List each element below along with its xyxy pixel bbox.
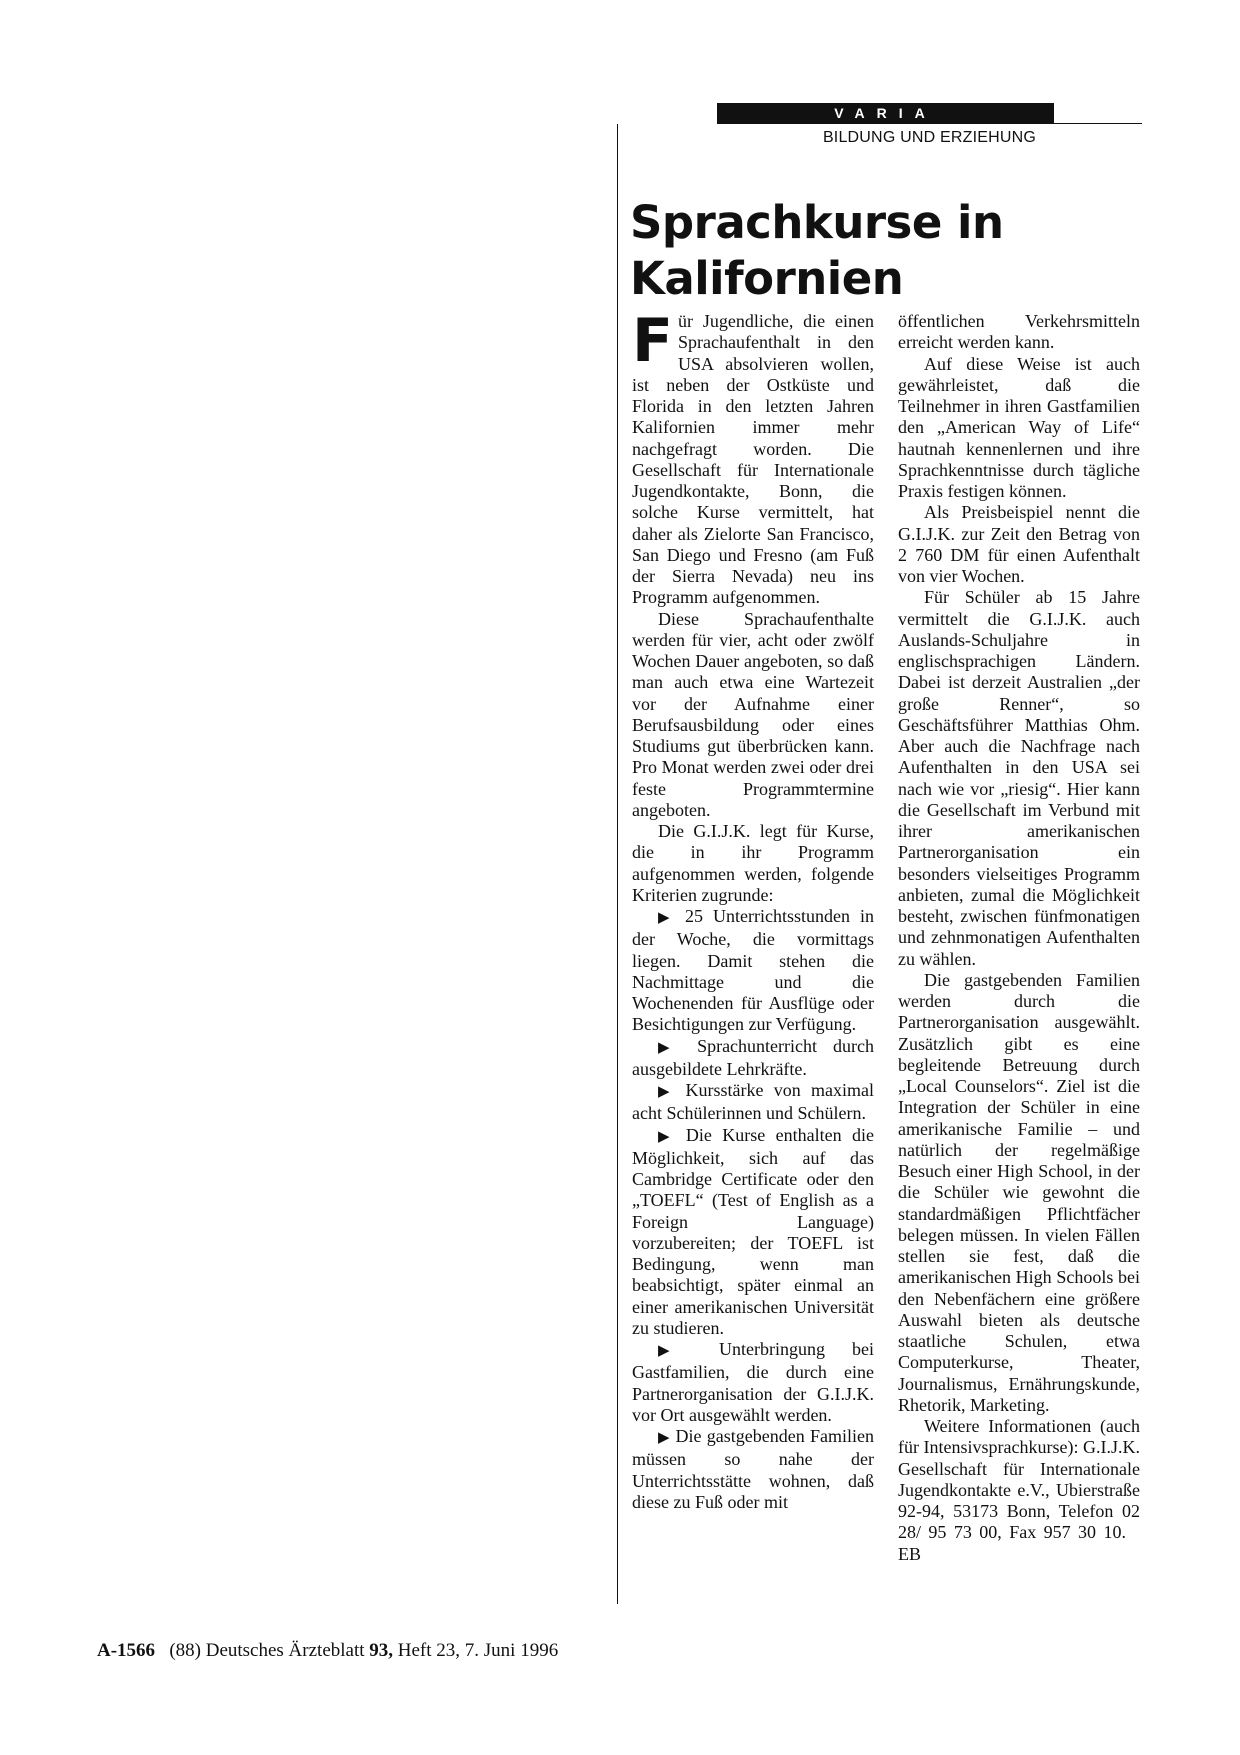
bullet-text: Kursstärke von maximal acht Schülerinnen und Schülern. bbox=[632, 1080, 874, 1124]
paragraph-text: ür Jugendliche, die einen Sprachaufenthalt in den USA absolvieren wollen, ist neben der Ostküste und Florida in den letzten Jahren Kalifornien immer mehr nachgefragt worden. Die Gesellschaft für Internationale Jugendkontakte, Bonn, die solche Kurse vermittelt, hat daher als Zielorte San Francisco, San Diego und Fresno (am Fuß der Sierra Nevada) neu ins Programm aufgenommen. bbox=[632, 311, 874, 608]
triangle-right-icon: ▶ bbox=[658, 910, 676, 926]
journal-name: (88) Deutsches Ärzteblatt bbox=[169, 1640, 365, 1661]
bullet-text: Die gastgebenden Familien müssen so nahe der Unterrichtsstätte wohnen, daß diese zu Fuß oder mit bbox=[632, 1426, 874, 1512]
paragraph: Die G.I.J.K. legt für Kurse, die in ihr Programm aufgenommen werden, folgende Kriterien zugrunde: bbox=[632, 821, 874, 905]
rubric-bar bbox=[717, 103, 1054, 124]
bullet-item bbox=[632, 1339, 874, 1426]
paragraph: Die gastgebenden Familien werden durch die Partnerorganisation ausgewählt. Zusätzlich gibt es eine begleitende Betreuung durch „Local Counselors“. Ziel ist die Integration der Schüler in eine amerikanische Familie – und natürlich der regelmäßige Besuch einer High School, in der die Schüler wie gewohnt die standardmäßigen Pflichtfächer belegen müssen. In vielen Fällen stellen sie fest, daß die amerikanischen High Schools bei den Nebenfächern eine größere Auswahl bieten als deutsche staatliche Schulen, etwa Computerkurse, Theater, Journalismus, Ernährungskunde, Rhetorik, Marketing. bbox=[898, 969, 1140, 1415]
triangle-right-icon: ▶ bbox=[658, 1039, 682, 1056]
author-signature: EB bbox=[898, 1543, 922, 1564]
drop-cap: F bbox=[632, 306, 673, 376]
bullet-item bbox=[632, 1426, 874, 1513]
bullet-item bbox=[632, 1036, 874, 1081]
bullet-text: Sprachunterricht durch ausgebildete Lehrkräfte. bbox=[632, 1035, 875, 1079]
bullet-text: Unterbringung bei Gastfamilien, die durch eine Partnerorganisation der G.I.J.K. vor Ort ausgewählt werden. bbox=[632, 1339, 874, 1425]
bullet-item bbox=[632, 1080, 874, 1125]
text-column-right bbox=[898, 311, 1140, 1565]
title-line-2: Kalifornien bbox=[630, 252, 904, 305]
paragraph: Auf diese Weise ist auch gewährleistet, daß die Teilnehmer in ihren Gastfamilien den „American Way of Life“ hautnah kennenlernen und ihre Sprachkenntnisse durch tägliche Praxis festigen können. bbox=[898, 353, 1140, 501]
bullet-item bbox=[632, 1125, 874, 1340]
triangle-right-icon: ▶ bbox=[658, 1128, 676, 1145]
volume-number: 93, bbox=[369, 1640, 394, 1661]
paragraph bbox=[632, 306, 874, 609]
column-rule bbox=[617, 124, 618, 1604]
page-footer bbox=[97, 1640, 558, 1662]
text-column-left bbox=[632, 306, 875, 1513]
bullet-item bbox=[632, 906, 874, 1036]
title-line-1: Sprachkurse in bbox=[630, 196, 1004, 249]
bullet-text: 25 Unterrichtsstunden in der Woche, die vormittags liegen. Damit stehen die Nachmittage und die Wochenenden für Ausflüge oder Besichtigungen zur Verfügung. bbox=[632, 906, 874, 1035]
rubric-rule bbox=[1054, 123, 1142, 124]
triangle-right-icon: ▶ bbox=[658, 1430, 671, 1446]
paragraph bbox=[898, 1416, 1140, 1565]
paragraph-text: Weitere Informationen (auch für Intensivsprachkurse): G.I.J.K. Gesellschaft für Internationale Jugendkontakte e.V., Ubierstraße 92-94, 53173 Bonn, Telefon 02 28/ 95 73 00, Fax 957 30 10. bbox=[898, 1416, 1140, 1543]
paragraph: Für Schüler ab 15 Jahre vermittelt die G.I.J.K. auch Auslands-Schuljahre in englischsprachigen Ländern. Dabei ist derzeit Australien „der große Renner“, so Geschäftsführer Matthias Ohm. Aber auch die Nachfrage nach Aufenthalten in den USA sei nach wie vor „riesig“. Hier kann die Gesellschaft im Verbund mit ihrer amerikanischen Partnerorganisation ein besonders vielseitiges Programm anbieten, zumal die Möglichkeit besteht, zwischen fünfmonatigen und zehnmonatigen Aufenthalten zu wählen. bbox=[898, 587, 1140, 969]
paragraph: öffentlichen Verkehrsmitteln erreicht werden kann. bbox=[898, 311, 1140, 353]
page-number: A-1566 bbox=[97, 1640, 156, 1661]
paragraph: Diese Sprachaufenthalte werden für vier, acht oder zwölf Wochen Dauer angeboten, so daß man auch etwa eine Wartezeit vor der Aufnahme einer Berufsausbildung oder eines Studiums gut überbrücken kann. Pro Monat werden zwei oder drei feste Programmtermine angeboten. bbox=[632, 608, 874, 820]
section-label: BILDUNG UND ERZIEHUNG bbox=[822, 129, 1037, 146]
triangle-right-icon: ▶ bbox=[658, 1084, 676, 1100]
bullet-text: Die Kurse enthalten die Möglichkeit, sich auf das Cambridge Certificate oder den „TOEFL“ (Test of English as a Foreign Language) vorzubereiten; der TOEFL ist Bedingung, wenn man beabsichtigt, später einmal an einer amerikanischen Universität zu studieren. bbox=[632, 1124, 875, 1338]
triangle-right-icon: ▶ bbox=[658, 1343, 693, 1359]
issue-date: Heft 23, 7. Juni 1996 bbox=[397, 1640, 559, 1661]
rubric-label: VARIA bbox=[834, 105, 937, 121]
paragraph: Als Preisbeispiel nennt die G.I.J.K. zur Zeit den Betrag von 2 760 DM für einen Aufenthalt von vier Wochen. bbox=[898, 502, 1140, 586]
article-title bbox=[630, 195, 1003, 307]
